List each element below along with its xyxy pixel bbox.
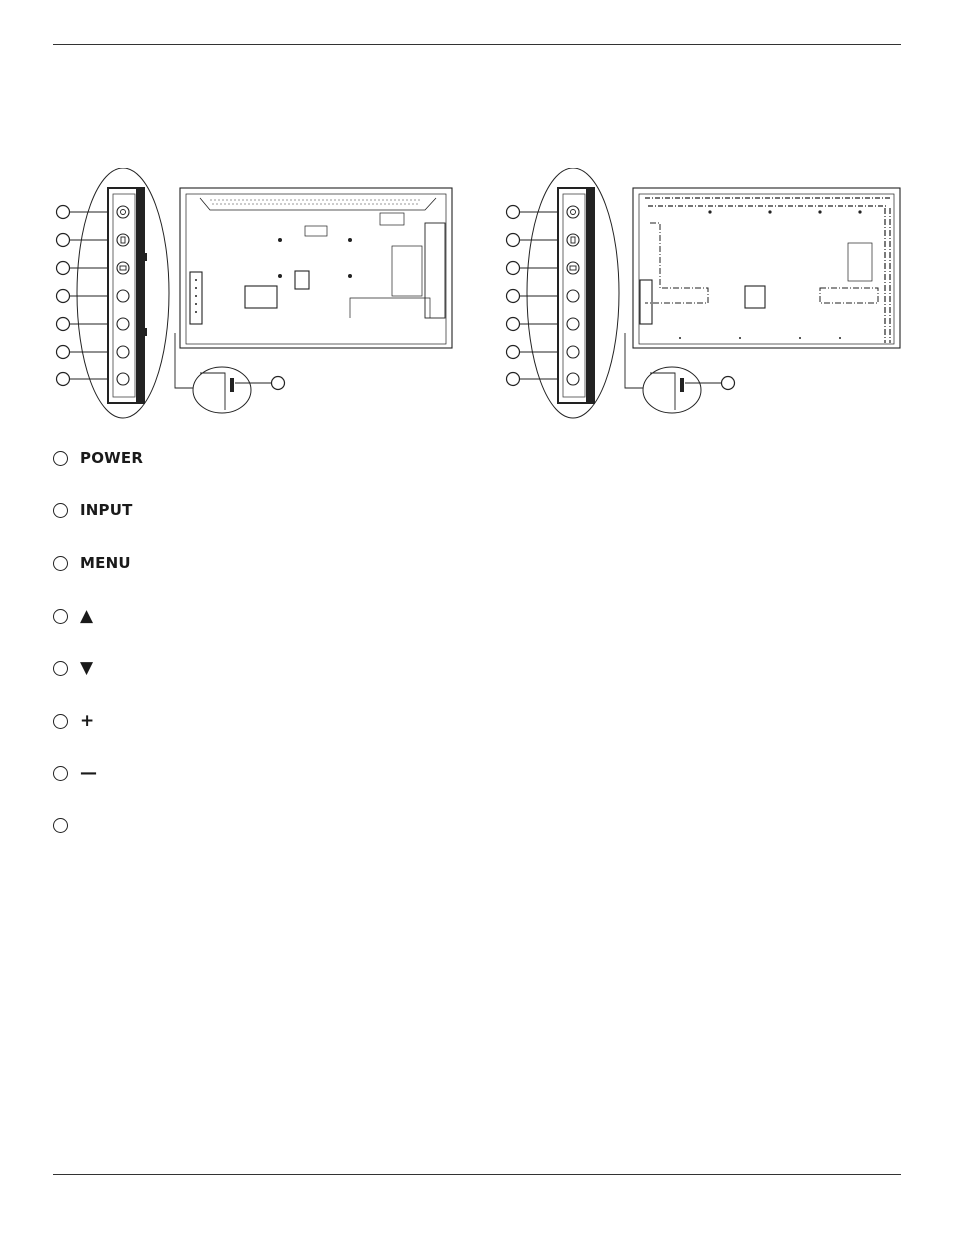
plus-icon: + <box>80 711 95 731</box>
callout-circle-icon <box>53 556 68 571</box>
rear-view-figure-left <box>50 168 460 428</box>
rear-view-figure-right <box>500 168 910 428</box>
callout-circle-icon <box>53 609 68 624</box>
minus-icon: — <box>80 763 98 783</box>
legend-item-remote-sensor <box>53 813 80 837</box>
header-rule <box>53 44 901 45</box>
down-arrow-icon: ▼ <box>80 658 94 678</box>
legend-label: POWER <box>80 449 144 467</box>
callout-circle-icon <box>53 818 68 833</box>
callout-circle-icon <box>53 503 68 518</box>
up-arrow-icon: ▲ <box>80 606 94 626</box>
legend-item-power <box>53 446 143 470</box>
legend-label: INPUT <box>80 501 133 519</box>
callout-circle-icon <box>53 714 68 729</box>
callout-circle-icon <box>53 661 68 676</box>
legend-item-up <box>53 604 93 628</box>
legend-label: MENU <box>80 554 131 572</box>
footer-rule <box>53 1174 901 1175</box>
legend-item-minus <box>53 761 97 785</box>
callout-circle-icon <box>53 451 68 466</box>
callout-circle-icon <box>53 766 68 781</box>
legend-item-input <box>53 498 133 522</box>
legend-item-menu <box>53 551 131 575</box>
legend-item-plus <box>53 709 94 733</box>
legend-item-down <box>53 656 93 680</box>
